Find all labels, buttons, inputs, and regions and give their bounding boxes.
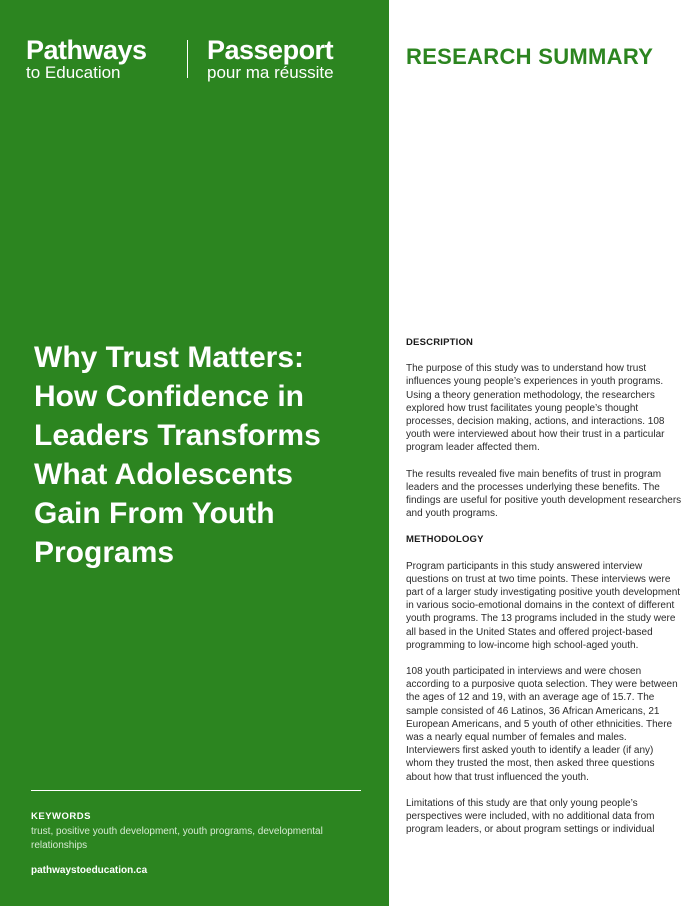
passeport-logo: [207, 36, 334, 82]
logo-subtitle-fr: pour ma réussite: [207, 63, 334, 82]
title-line: Programs: [34, 536, 175, 569]
description-heading: DESCRIPTION: [406, 337, 474, 348]
methodology-paragraph: Limitations of this study are that only young people’s perspectives were included, with no additional data from program leaders, or about program settings or individual: [406, 797, 655, 836]
title-line: Gain From Youth: [34, 497, 275, 530]
title-line: Leaders Transforms: [34, 419, 321, 452]
description-paragraph: The purpose of this study was to understand how trust influences young people’s experiences in youth programs. Using a theory generation methodology, the researchers explored how trust facilitates young people’s thought processes, decision making, actions, and interactions. 108 youth were interviewed about how their trust in a particular program leader affected them.: [406, 363, 665, 454]
pathways-logo: [26, 36, 147, 82]
title-line: Why Trust Matters:: [34, 341, 305, 374]
keywords-heading: KEYWORDS: [31, 811, 91, 822]
logo-name-fr: Passeport: [207, 35, 334, 65]
methodology-paragraph: Program participants in this study answered interview questions on trust at two time points. These interviews were part of a larger study investigating positive youth development in various socio-emotional domains in the context of different youth programs. The 13 programs included in the study were all based in the United States and offered project-based programming to low-income high school-aged youth.: [406, 560, 681, 651]
methodology-heading: METHODOLOGY: [406, 534, 484, 546]
title-line: What Adolescents: [34, 458, 293, 491]
keywords-text: trust, positive youth development, youth programs, developmental relationships: [31, 826, 323, 851]
description-paragraph: The results revealed five main benefits of trust in program leaders and the processes underlying these benefits. The findings are useful for positive youth development researchers and youth programs.: [406, 468, 682, 520]
summary-body: [406, 336, 682, 850]
logo-divider: [187, 40, 188, 78]
document-title: [34, 338, 379, 572]
research-summary-label: RESEARCH SUMMARY: [406, 44, 654, 69]
logo-name-en: Pathways: [26, 35, 147, 65]
logo-subtitle-en: to Education: [26, 63, 121, 82]
website-link[interactable]: pathwaystoeducation.ca: [31, 865, 148, 876]
methodology-paragraph: 108 youth participated in interviews and were chosen according to a purposive quota selection. They were between the ages of 12 and 19, with an average age of 15.7. The sample consisted of 46 Latinos, 36 African Americans, 21 European Americans, and 5 youth of other ethnicities. There was a nearly equal number of females and males. Interviewers first asked youth to identify a leader (if any) whom they trusted the most, then asked three questions about how that trust influenced the youth.: [406, 666, 678, 783]
keywords-divider: [31, 790, 361, 791]
title-line: How Confidence in: [34, 380, 304, 413]
